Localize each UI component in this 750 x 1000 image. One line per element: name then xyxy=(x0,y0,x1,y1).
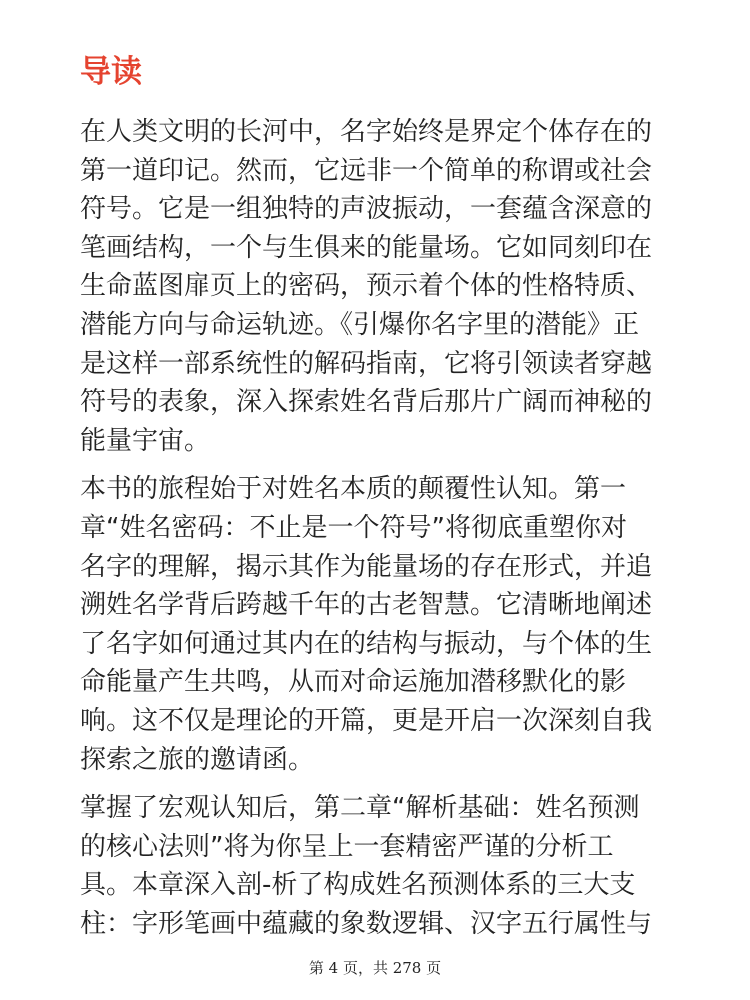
text-line: 命能量产生共鸣，从而对命运施加潜移默化的影 xyxy=(80,667,627,698)
text-line: 了名字如何通过其内在的结构与振动，与个体的生 xyxy=(80,628,653,659)
text-line: 第一道印记。然而，它远非一个简单的称谓或社会 xyxy=(80,155,653,186)
paragraph-2 xyxy=(80,470,674,779)
text-line: 符号。它是一组独特的声波振动，一套蕴含深意的 xyxy=(80,194,653,225)
body-text xyxy=(80,113,674,953)
text-line: 符号的表象，深入探索姓名背后那片广阔而神秘的 xyxy=(80,387,653,418)
text-line: 掌握了宏观认知后，第二章“解析基础：姓名预测 xyxy=(80,793,640,824)
text-line: 笔画结构，一个与生俱来的能量场。它如同刻印在 xyxy=(80,232,653,263)
page-footer: 第 4 页，共 278 页 xyxy=(308,959,442,977)
text-line: 潜能方向与命运轨迹。《引爆你名字里的潜能》正 xyxy=(80,309,640,340)
text-line: 生命蓝图扉页上的密码，预示着个体的性格特质、 xyxy=(80,271,653,302)
text-line: 能量宇宙。 xyxy=(80,425,211,456)
text-line: 响。这不仅是理论的开篇，更是开启一次深刻自我 xyxy=(80,705,653,736)
text-line: 在人类文明的长河中，名字始终是界定个体存在的 xyxy=(80,117,653,147)
text-line: 探索之旅的邀请函。 xyxy=(80,744,315,775)
paragraph-3 xyxy=(80,789,674,943)
text-line: 具。本章深入剖-析了构成姓名预测体系的三大支 xyxy=(80,870,636,901)
section-heading: 导读 xyxy=(80,54,142,90)
paragraph-1 xyxy=(80,113,674,460)
text-line: 本书的旅程始于对姓名本质的颠覆性认知。第一 xyxy=(80,474,627,505)
text-line: 章“姓名密码：不止是一个符号”将彻底重塑你对 xyxy=(80,512,627,543)
text-line: 柱：字形笔画中蕴藏的象数逻辑、汉字五行属性与 xyxy=(80,908,653,939)
text-line: 溯姓名学背后跨越千年的古老智慧。它清晰地阐述 xyxy=(80,590,653,621)
text-line: 名字的理解，揭示其作为能量场的存在形式，并追 xyxy=(80,551,653,582)
text-line: 是这样一部系统性的解码指南，它将引领读者穿越 xyxy=(80,348,653,379)
text-line: 的核心法则”将为你呈上一套精密严谨的分析工 xyxy=(80,831,614,862)
